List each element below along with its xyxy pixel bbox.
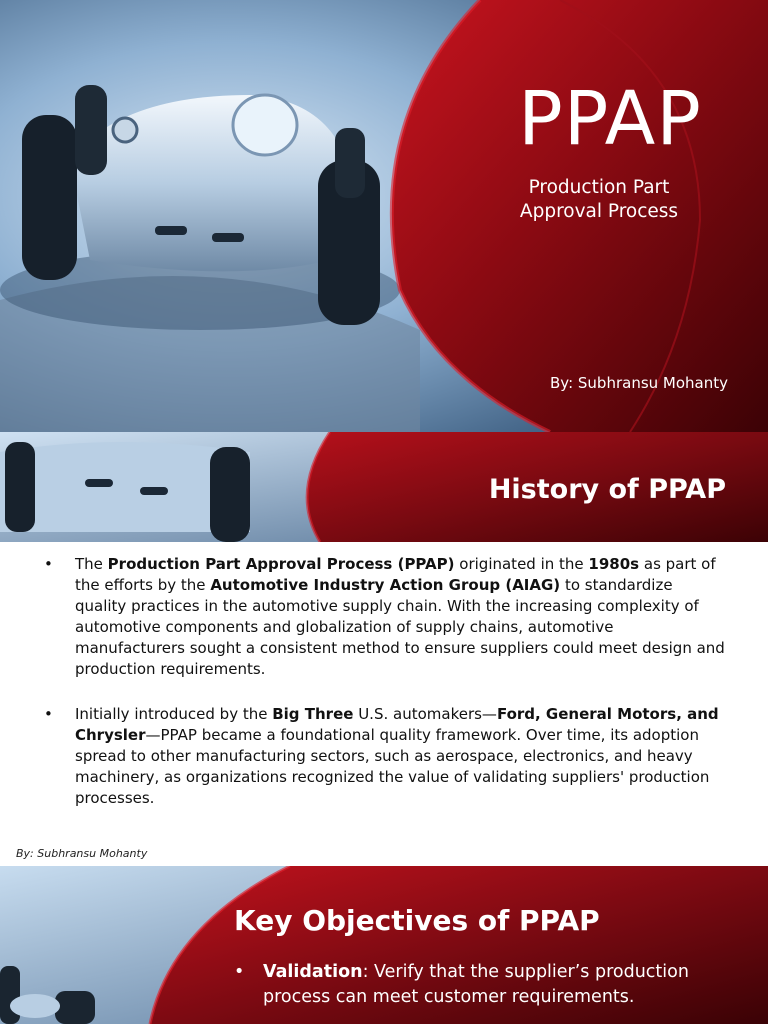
history-bullet-list [0,554,768,833]
bullet-dot-icon: • [234,962,245,982]
objectives-slide [0,866,768,1024]
text-run: The [75,555,108,573]
bold-run: 1980s [588,555,640,573]
bullet-text [75,555,725,678]
text-run: U.S. automakers— [353,705,497,723]
subtitle-line-1: Production Part [528,177,670,198]
author-byline: By: Subhransu Mohanty [16,847,148,860]
text-run: as part of the efforts by the [75,555,716,594]
author-byline: By: Subhransu Mohanty [550,374,728,392]
bullet-dot-icon: • [44,705,53,723]
bold-run: Big Three [272,705,354,723]
objective-description: : Verify that the supplier’s production process can meet customer requirements. [263,962,689,1007]
bullet-dot-icon: • [44,555,53,573]
text-run: originated in the [454,555,589,573]
bold-run: Production Part Approval Process (PPAP) [107,555,455,573]
bold-run: Ford, General Motors, and Chrysler [75,705,719,744]
text-run: Initially introduced by the [75,705,273,723]
objective-term: Validation [263,962,363,982]
history-bullet-2 [0,704,768,809]
objective-bullet-1 [234,960,733,1010]
title: PPAP [518,76,702,162]
bullet-text [75,705,719,807]
history-bullet-1 [0,554,768,680]
text-run: —PPAP became a foundational quality framework. Over time, its adoption spread to other manufacturing sectors, such as aerospace, electronics, and heavy machinery, as organizations recognized the value of validating suppliers' production processes. [75,726,710,807]
slide-title: Key Objectives of PPAP [234,904,600,937]
slide-title: History of PPAP [488,474,726,505]
title-slide [0,0,768,432]
history-slide [0,432,768,866]
subtitle [470,176,728,224]
history-content [0,542,768,866]
bold-run: Automotive Industry Action Group (AIAG) [210,576,561,594]
subtitle-line-2: Approval Process [519,201,679,222]
text-run: to standardize quality practices in the automotive supply chain. With the increasing complexity of automotive components and globalization of supply chains, automotive manufacturers sought a consistent method to ensure suppliers could meet design and production requirements. [75,576,725,678]
